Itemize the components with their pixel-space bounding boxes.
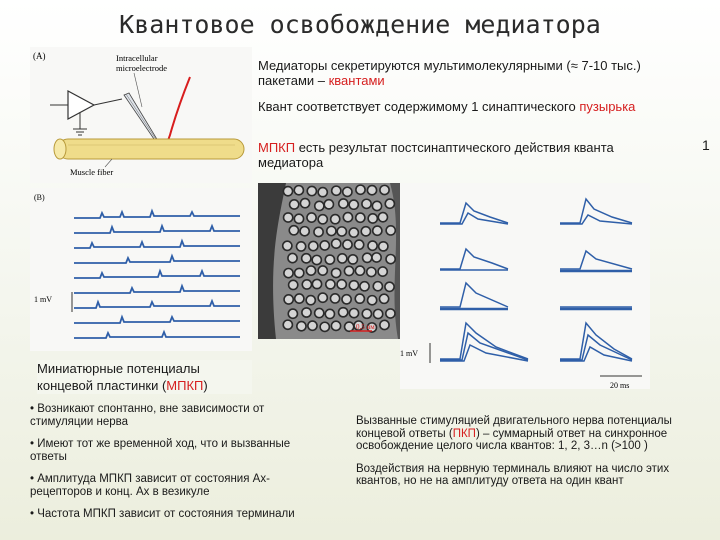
vesicle xyxy=(360,282,369,291)
vesicle xyxy=(379,242,388,251)
vesicle xyxy=(349,228,358,237)
bullet-item: • Частота МПКП зависит от состояния терминали xyxy=(30,508,295,520)
mepp-trace-group xyxy=(74,211,240,338)
vesicle xyxy=(302,308,311,317)
vesicle xyxy=(296,242,305,251)
vesicle xyxy=(307,186,316,195)
vesicle xyxy=(332,186,341,195)
vesicle xyxy=(372,201,381,210)
vesicle xyxy=(306,296,315,305)
vesicle xyxy=(349,281,358,290)
vesicle xyxy=(344,266,353,275)
vesicle xyxy=(325,255,334,264)
vesicle xyxy=(356,213,365,222)
vesicle xyxy=(308,321,317,330)
micrograph-scale: 0,5 нм xyxy=(356,323,375,331)
fiber-label: Muscle fiber xyxy=(70,167,114,177)
vesicle xyxy=(294,186,303,195)
vesicle xyxy=(302,254,311,263)
vesicle xyxy=(332,239,341,248)
vesicle xyxy=(349,309,358,318)
vesicle xyxy=(356,185,365,194)
figure-mepp-traces xyxy=(30,188,252,351)
vesicle xyxy=(363,253,372,262)
vesicle xyxy=(302,280,311,289)
vesicle xyxy=(318,215,327,224)
scale-label-b: 1 mV xyxy=(34,295,52,304)
vesicle xyxy=(324,200,333,209)
vesicle xyxy=(337,280,346,289)
left-bullet-list xyxy=(30,403,300,531)
vesicle xyxy=(378,213,387,222)
vesicle xyxy=(284,213,293,222)
vesicle xyxy=(327,226,336,235)
vesicle xyxy=(367,186,376,195)
slide-title: Квантовое освобождение медиатора xyxy=(119,10,601,39)
vesicle xyxy=(331,321,340,330)
side-number: 1 xyxy=(702,137,710,153)
panel-label-a: (A) xyxy=(33,51,46,61)
vesicle xyxy=(284,295,293,304)
vesicle xyxy=(337,227,346,236)
vesicle xyxy=(373,282,382,291)
vesicle xyxy=(386,226,395,235)
vesicle xyxy=(300,227,309,236)
vesicle xyxy=(284,269,293,278)
bullet-item: • Возникают спонтанно, вне зависимости от стимуляции нерва xyxy=(30,403,265,428)
vesicle xyxy=(315,308,324,317)
vesicle xyxy=(385,199,394,208)
vesicle xyxy=(345,322,354,331)
vesicle xyxy=(343,213,352,222)
vesicle xyxy=(300,199,309,208)
vesicle xyxy=(325,309,334,318)
vesicle xyxy=(283,320,292,329)
vesicle xyxy=(297,322,306,331)
vesicle xyxy=(288,309,297,318)
vesicle xyxy=(289,280,298,289)
vesicle xyxy=(355,266,364,275)
panel-label-b: (B) xyxy=(34,193,45,202)
vesicle xyxy=(309,241,318,250)
vesicle xyxy=(343,187,352,196)
vesicle xyxy=(349,200,358,209)
vesicle xyxy=(338,254,347,263)
vesicle xyxy=(362,309,371,318)
vesicle xyxy=(289,226,298,235)
vesicle xyxy=(332,268,341,277)
vesicle xyxy=(295,294,304,303)
vesicle xyxy=(312,279,321,288)
vesicle xyxy=(294,214,303,223)
vesicle xyxy=(362,199,371,208)
vesicle xyxy=(288,253,297,262)
vesicle xyxy=(342,295,351,304)
vesicle xyxy=(318,293,327,302)
figure-electrode xyxy=(30,47,252,183)
vesicle xyxy=(386,254,395,263)
vesicle xyxy=(368,296,377,305)
right-text-block xyxy=(356,415,696,498)
scale-label-c-voltage: 1 mV xyxy=(400,349,418,358)
vesicle xyxy=(348,255,357,264)
vesicle xyxy=(355,240,364,249)
paragraph-vesicle: Квант соответствует содержимому 1 синаптического пузырька xyxy=(258,99,636,114)
vesicle xyxy=(386,309,395,318)
vesicle xyxy=(283,241,292,250)
vesicle xyxy=(306,266,315,275)
vesicle xyxy=(307,213,316,222)
vesicle xyxy=(368,214,377,223)
vesicle xyxy=(380,185,389,194)
vesicle xyxy=(320,241,329,250)
terminal-effects-paragraph: Воздействия на нервную терминаль влияют на число этих квантов, но не на амплитуду ответа на один квант xyxy=(356,462,670,487)
electrode-label-1: Intracellular xyxy=(116,53,158,63)
vesicle xyxy=(315,201,324,210)
vesicle xyxy=(380,320,389,329)
vesicle xyxy=(320,322,329,331)
vesicle xyxy=(339,308,348,317)
epp-trace-group xyxy=(440,199,632,361)
vesicle xyxy=(283,187,292,196)
vesicle xyxy=(367,267,376,276)
figure-epp-traces xyxy=(400,183,650,389)
vesicle xyxy=(318,266,327,275)
vesicle xyxy=(379,294,388,303)
vesicle xyxy=(331,215,340,224)
vesicle xyxy=(330,294,339,303)
vesicle xyxy=(385,282,394,291)
vesicle-micrograph xyxy=(258,183,408,339)
vesicle xyxy=(314,227,323,236)
vesicle xyxy=(373,226,382,235)
paragraph-mepp: МПКП есть результат постсинаптического действия кванта медиатора xyxy=(258,140,614,170)
vesicle xyxy=(361,227,370,236)
vesicle xyxy=(355,294,364,303)
vesicle xyxy=(343,240,352,249)
vesicle xyxy=(326,280,335,289)
bullet-item: • Имеют тот же временной ход, что и вызванные ответы xyxy=(30,438,291,463)
electrode-label-2: microelectrode xyxy=(116,63,167,73)
vesicle xyxy=(374,309,383,318)
paragraph-quanta: Медиаторы секретируются мультимолекулярными (≈ 7-10 тыс.) пакетами – квантами xyxy=(258,58,641,88)
vesicle xyxy=(368,241,377,250)
scale-label-c-time: 20 ms xyxy=(610,381,630,389)
vesicle xyxy=(378,267,387,276)
bullet-item: • Амплитуда МПКП зависит от состояния Ах-рецепторов и конц. Ах в везикуле xyxy=(30,473,270,498)
mepp-caption: Миниатюрные потенциалы концевой пластинки (МПКП) xyxy=(37,360,252,394)
vesicle xyxy=(318,188,327,197)
vesicle xyxy=(372,253,381,262)
vesicle xyxy=(295,268,304,277)
vesicle xyxy=(290,200,299,209)
vesicle xyxy=(312,255,321,264)
vesicle xyxy=(339,199,348,208)
evoked-epp-paragraph: Вызванные стимуляцией двигательного нерва потенциалы концевой ответы (ПКП) – суммарный ответ на синхронное освобождение целого числа квантов: 1, 2, 3…n (>100 ) xyxy=(356,415,672,452)
